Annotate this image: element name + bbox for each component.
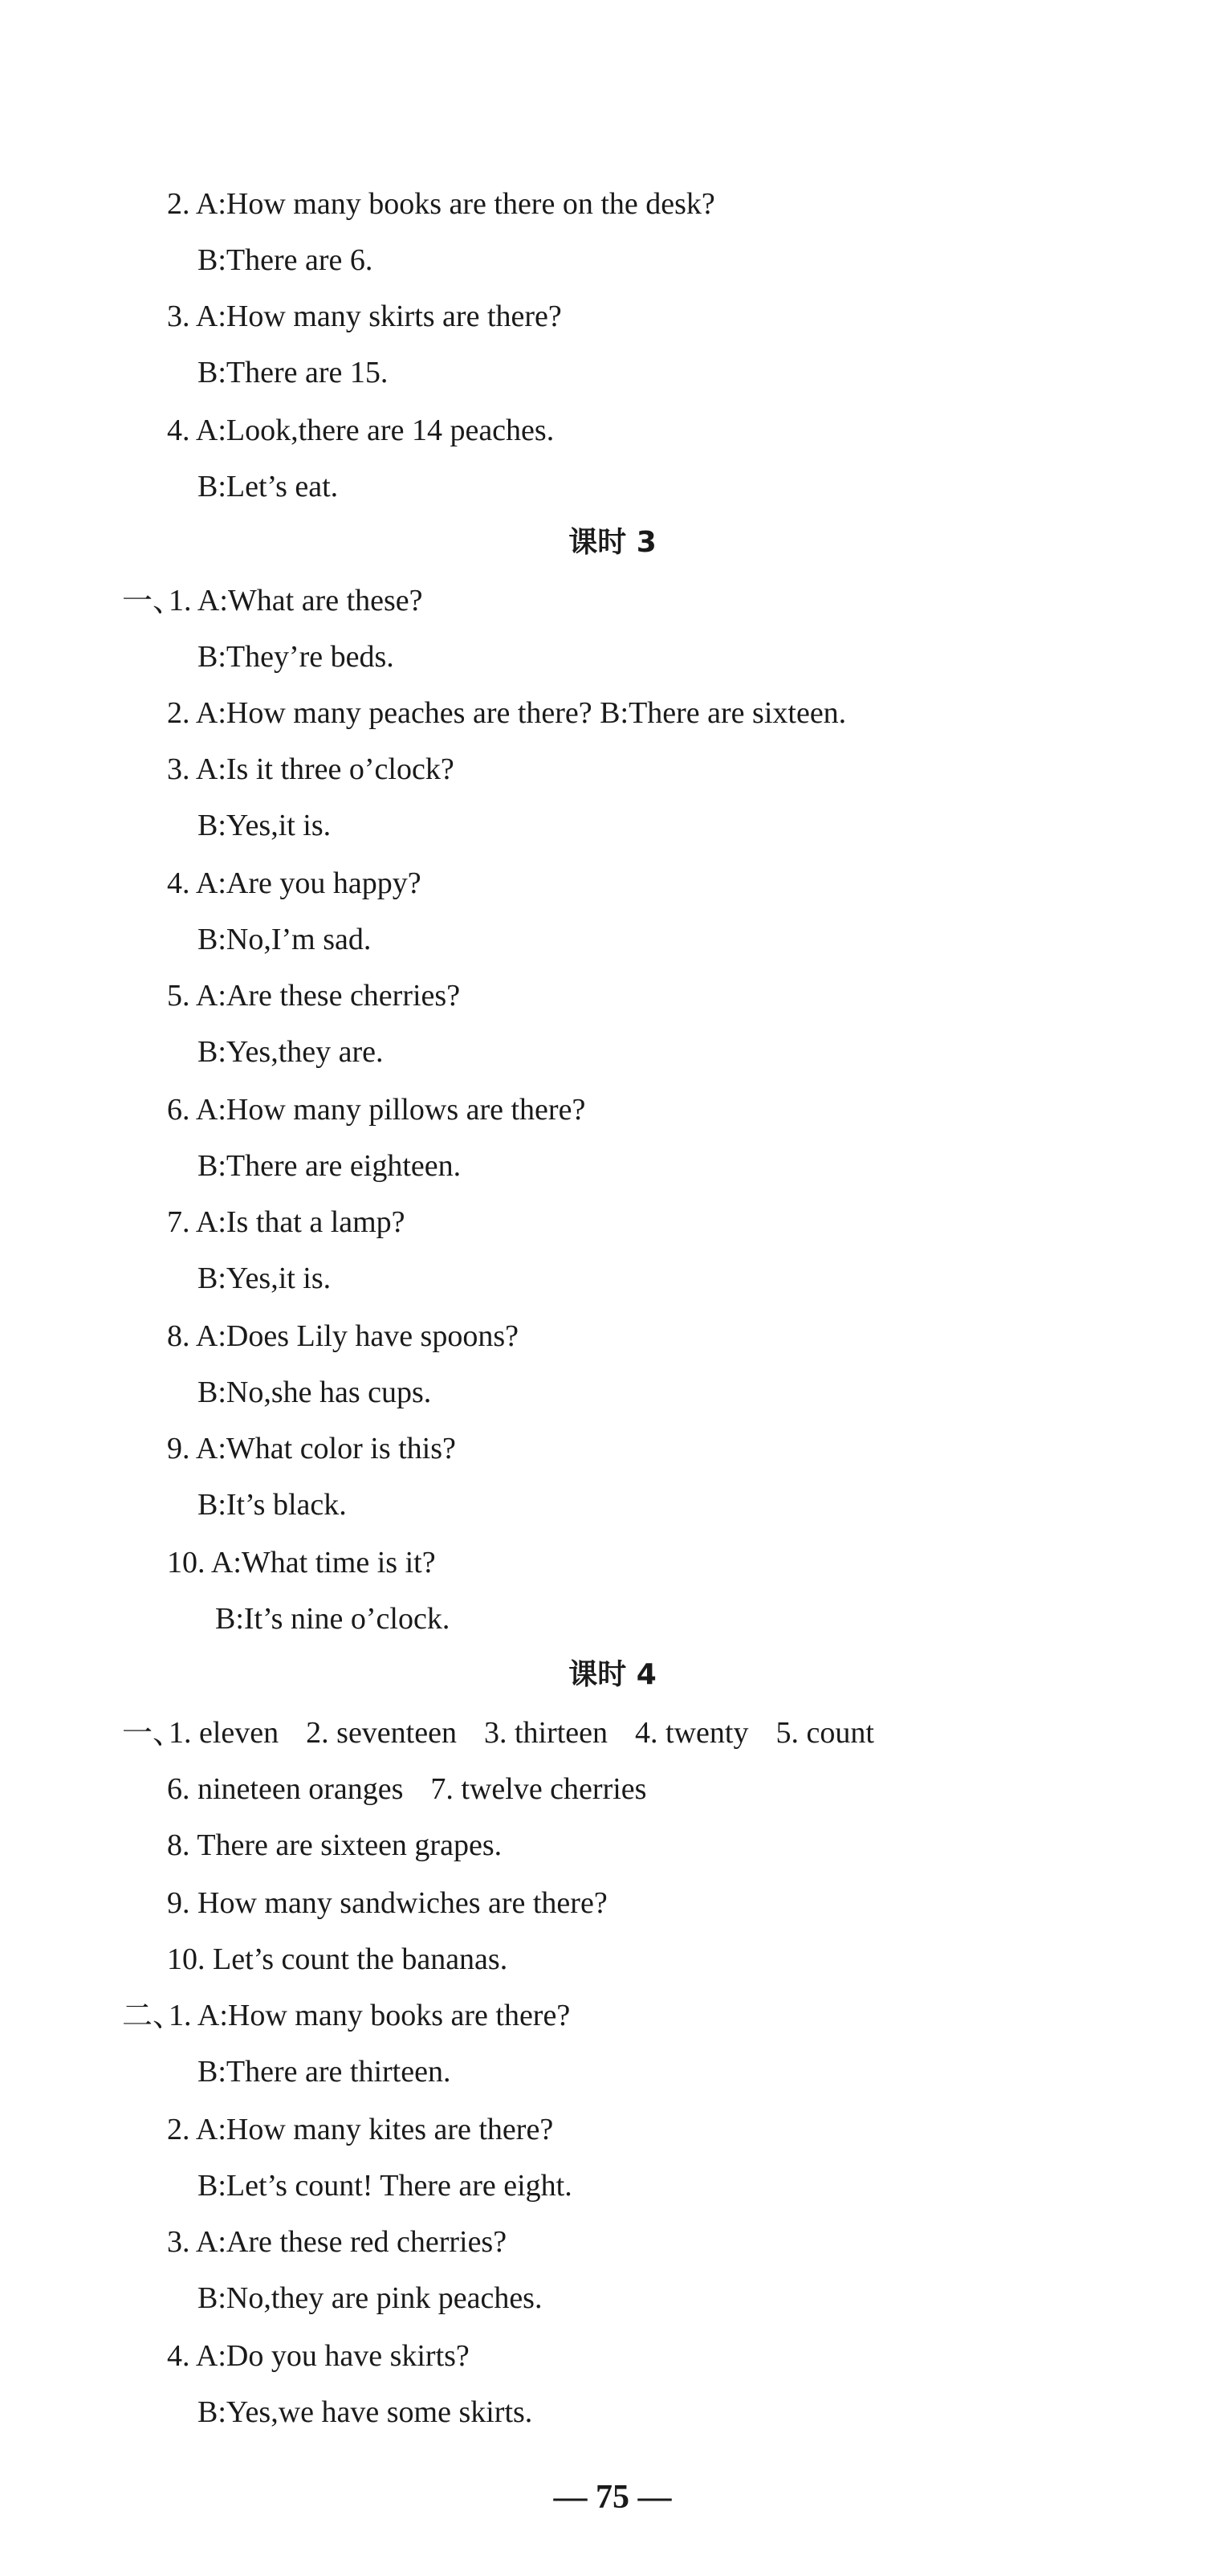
answer-line: B:Yes,we have some skirts. xyxy=(197,2395,533,2429)
answer-line: 1. A:How many books are there? xyxy=(169,1999,571,2032)
vocab-item: 7. twelve cherries xyxy=(430,1772,647,1806)
answer-line: B:No,she has cups. xyxy=(197,1376,432,1409)
answer-line: B:Yes,it is. xyxy=(197,1262,332,1295)
part-1-marker: 一、 xyxy=(122,583,184,618)
vocab-item: 1. eleven xyxy=(169,1716,279,1750)
part-1-marker: 一、 xyxy=(122,1715,184,1751)
answer-line: 2. A:How many kites are there? xyxy=(167,2113,554,2146)
answer-line: B:There are 6. xyxy=(197,243,373,277)
answer-line: B:There are eighteen. xyxy=(197,1149,462,1183)
answer-line: B:There are 15. xyxy=(197,356,389,389)
page-number: — 75 — xyxy=(553,2479,672,2516)
answer-line: 4. A:Are you happy? xyxy=(167,866,421,900)
answer-line: 9. How many sandwiches are there? xyxy=(167,1886,608,1920)
lesson-3-heading: 课时 3 xyxy=(568,526,657,559)
answer-line: 3. A:How many skirts are there? xyxy=(167,300,562,333)
vocab-row xyxy=(169,1714,874,1752)
answer-line: B:No,they are pink peaches. xyxy=(197,2281,543,2315)
vocab-item: 2. seventeen xyxy=(306,1716,457,1750)
answer-line: 10. Let’s count the bananas. xyxy=(167,1942,508,1976)
answer-line: B:They’re beds. xyxy=(197,640,394,674)
answer-line: 2. A:How many peaches are there? B:There are sixteen. xyxy=(167,696,847,730)
answer-line: 3. A:Is it three o’clock? xyxy=(167,752,454,786)
vocab-row xyxy=(167,1770,646,1808)
answer-line: 10. A:What time is it? xyxy=(167,1546,436,1579)
vocab-item: 3. thirteen xyxy=(483,1716,608,1750)
answer-line: 7. A:Is that a lamp? xyxy=(167,1205,405,1239)
answer-line: 8. A:Does Lily have spoons? xyxy=(167,1319,519,1353)
answer-line: 1. A:What are these? xyxy=(169,584,423,618)
answer-line: 9. A:What color is this? xyxy=(167,1432,456,1465)
answer-line: B:No,I’m sad. xyxy=(197,923,372,956)
answer-line: B:There are thirteen. xyxy=(197,2055,451,2089)
answer-line: 8. There are sixteen grapes. xyxy=(167,1828,503,1862)
answer-line: B:Let’s eat. xyxy=(197,470,339,503)
answer-line: 5. A:Are these cherries? xyxy=(167,979,461,1013)
answer-line: 6. A:How many pillows are there? xyxy=(167,1093,586,1127)
answer-line: 4. A:Look,there are 14 peaches. xyxy=(167,414,555,447)
answer-line: B:It’s black. xyxy=(197,1488,347,1522)
answer-line: B:Yes,it is. xyxy=(197,809,332,842)
part-2-marker: 二、 xyxy=(122,1998,184,2033)
answer-line: B:Let’s count! There are eight. xyxy=(197,2169,572,2203)
vocab-item: 5. count xyxy=(775,1716,874,1750)
answer-line: 4. A:Do you have skirts? xyxy=(167,2339,470,2373)
answer-line: B:Yes,they are. xyxy=(197,1035,384,1069)
answer-line: 3. A:Are these red cherries? xyxy=(167,2225,507,2259)
lesson-4-heading: 课时 4 xyxy=(568,1658,657,1691)
vocab-item: 6. nineteen oranges xyxy=(167,1772,404,1806)
answer-line: B:It’s nine o’clock. xyxy=(215,1602,450,1636)
answer-line: 2. A:How many books are there on the desk? xyxy=(167,187,715,221)
vocab-item: 4. twenty xyxy=(635,1716,749,1750)
